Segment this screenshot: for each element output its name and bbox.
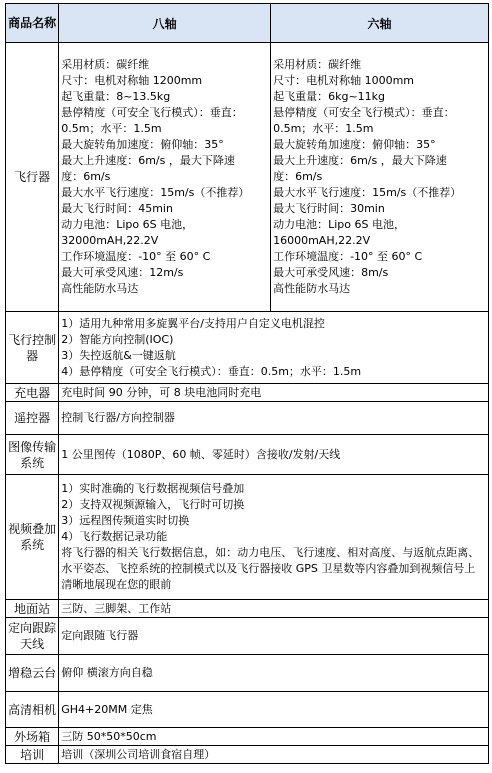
video-overlay-line: 2）支持双视频源输入，飞行时可切换: [61, 498, 245, 511]
tracking-antenna-text: 定向跟随飞行器: [59, 618, 489, 655]
six-axis-spec-line: 16000mAH,22.2V: [273, 234, 371, 247]
flight-controller-name: 飞行控制器: [6, 312, 59, 384]
training-row: [6, 746, 489, 764]
gimbal-name: 增稳云台: [6, 655, 59, 692]
eight-axis-spec-line: 最大飞行时间：45min: [61, 202, 173, 215]
flight-controller-line: 3）失控返航&一键返航: [61, 348, 176, 362]
six-axis-spec-line: 起飞重量：6kg~11kg: [273, 90, 386, 103]
video-overlay-line: 1）实时准确的飞行数据视频信号叠加: [61, 482, 245, 495]
tracking-antenna-name: 定向跟踪天线: [6, 618, 59, 655]
eight-axis-spec-line: 32000mAH,22.2V: [61, 234, 159, 247]
video-overlay-name: 视频叠加系统: [6, 475, 59, 600]
eight-axis-spec-line: 最大可承受风速：12m/s: [61, 266, 184, 279]
six-axis-spec-line: 悬停精度（可安全飞行模式）：垂直：: [273, 106, 455, 119]
aircraft-name: 飞行器: [6, 43, 59, 312]
spec-table: [5, 3, 489, 764]
image-transmission-row: [6, 435, 489, 475]
six-axis-spec-line: 最大旋转角加速度：俯仰轴：35°: [273, 138, 436, 151]
six-axis-spec-line: 工作环境温度：-10° 至 60° C: [273, 250, 423, 263]
six-axis-spec-line: 度：6m/s: [273, 170, 323, 183]
header-eight-axis: 八轴: [59, 4, 271, 43]
aircraft-row: [6, 43, 489, 312]
eight-axis-spec-line: 动力电池：Lipo 6S 电池，: [61, 218, 194, 231]
video-overlay-line: 4）飞行数据记录功能: [61, 530, 168, 543]
six-axis-spec-line: 高性能防水马达: [273, 282, 351, 295]
remote-name: 遥控器: [6, 402, 59, 435]
tracking-antenna-row: [6, 618, 489, 655]
eight-axis-spec-line: 0.5m；水平：1.5m: [61, 122, 162, 135]
six-axis-spec-line: 采用材质：碳纤维: [273, 58, 362, 71]
eight-axis-spec-line: 最大旋转角加速度：俯仰轴：35°: [61, 138, 224, 151]
image-transmission-text: 1 公里图传（1080P、60 帧、零延时）含接收/发射/天线: [59, 435, 489, 475]
hd-camera-name: 高清相机: [6, 692, 59, 728]
gimbal-row: [6, 655, 489, 692]
case-text: 三防 50*50*50cm: [59, 728, 489, 746]
header-name: 商品名称: [6, 4, 59, 43]
eight-axis-spec-line: 起飞重量：8~13.5kg: [61, 90, 171, 103]
ground-station-row: [6, 600, 489, 618]
gimbal-text: 俯仰 横滚方向自稳: [59, 655, 489, 692]
eight-axis-spec-line: 悬停精度（可安全飞行模式）：垂直：: [61, 106, 243, 119]
header-six-axis: 六轴: [271, 4, 489, 43]
eight-axis-spec-line: 最大水平飞行速度：15m/s（不推荐）: [61, 186, 250, 199]
hd-camera-row: [6, 692, 489, 728]
flight-controller-row: [6, 312, 489, 384]
six-axis-specs: [271, 43, 489, 312]
charger-row: [6, 384, 489, 402]
six-axis-spec-line: 尺寸：电机对称轴 1000mm: [273, 74, 415, 87]
eight-axis-spec-line: 最大上升速度：6m/s ，最大下降速: [61, 154, 235, 167]
eight-axis-spec-line: 工作环境温度：-10° 至 60° C: [61, 250, 211, 263]
video-overlay-specs: [59, 475, 489, 600]
header-row: [6, 4, 489, 43]
video-overlay-paragraph: 将飞行器的相关飞行数据信息，如：动力电压、飞行速度、相对高度、与返航点距离、水平姿态、飞控系统的控制模式以及飞行器接收 GPS 卫星数等内容叠加到视频信号上清晰地展现在您的眼前: [61, 546, 480, 591]
remote-text: 控制飞行器/方向控制器: [59, 402, 489, 435]
video-overlay-row: [6, 475, 489, 600]
image-transmission-name: 图像传输系统: [6, 435, 59, 475]
training-text: 培训（深圳公司培训食宿自理）: [59, 746, 489, 764]
eight-axis-spec-line: 尺寸：电机对称轴 1200mm: [61, 74, 203, 87]
six-axis-spec-line: 0.5m；水平：1.5m: [273, 122, 374, 135]
ground-station-text: 三防、三脚架、工作站: [59, 600, 489, 618]
charger-text: 充电时间 90 分钟，可 8 块电池同时充电: [59, 384, 489, 402]
eight-axis-spec-line: 高性能防水马达: [61, 282, 139, 295]
video-overlay-line: 3）远程图传频道实时切换: [61, 514, 190, 527]
six-axis-spec-line: 最大飞行时间：30min: [273, 202, 385, 215]
flight-controller-line: 1）适用九种常用多旋翼平台/支持用户自定义电机混控: [61, 316, 325, 330]
hd-camera-text: GH4+20MM 定焦: [59, 692, 489, 728]
flight-controller-line: 4）悬停精度（可安全飞行模式）：垂直：0.5m；水平：1.5m: [61, 364, 362, 378]
six-axis-spec-line: 最大可承受风速：8m/s: [273, 266, 389, 279]
remote-row: [6, 402, 489, 435]
charger-name: 充电器: [6, 384, 59, 402]
ground-station-name: 地面站: [6, 600, 59, 618]
case-name: 外场箱: [6, 728, 59, 746]
six-axis-spec-line: 最大水平飞行速度：15m/s（不推荐）: [273, 186, 462, 199]
flight-controller-specs: [59, 312, 489, 384]
case-row: [6, 728, 489, 746]
eight-axis-spec-line: 采用材质：碳纤维: [61, 58, 150, 71]
eight-axis-specs: [59, 43, 271, 312]
eight-axis-spec-line: 度：6m/s: [61, 170, 111, 183]
six-axis-spec-line: 最大上升速度：6m/s ，最大下降速: [273, 154, 447, 167]
training-name: 培训: [6, 746, 59, 764]
flight-controller-line: 2）智能方向控制(IOC): [61, 332, 174, 346]
six-axis-spec-line: 动力电池：Lipo 6S 电池，: [273, 218, 405, 231]
